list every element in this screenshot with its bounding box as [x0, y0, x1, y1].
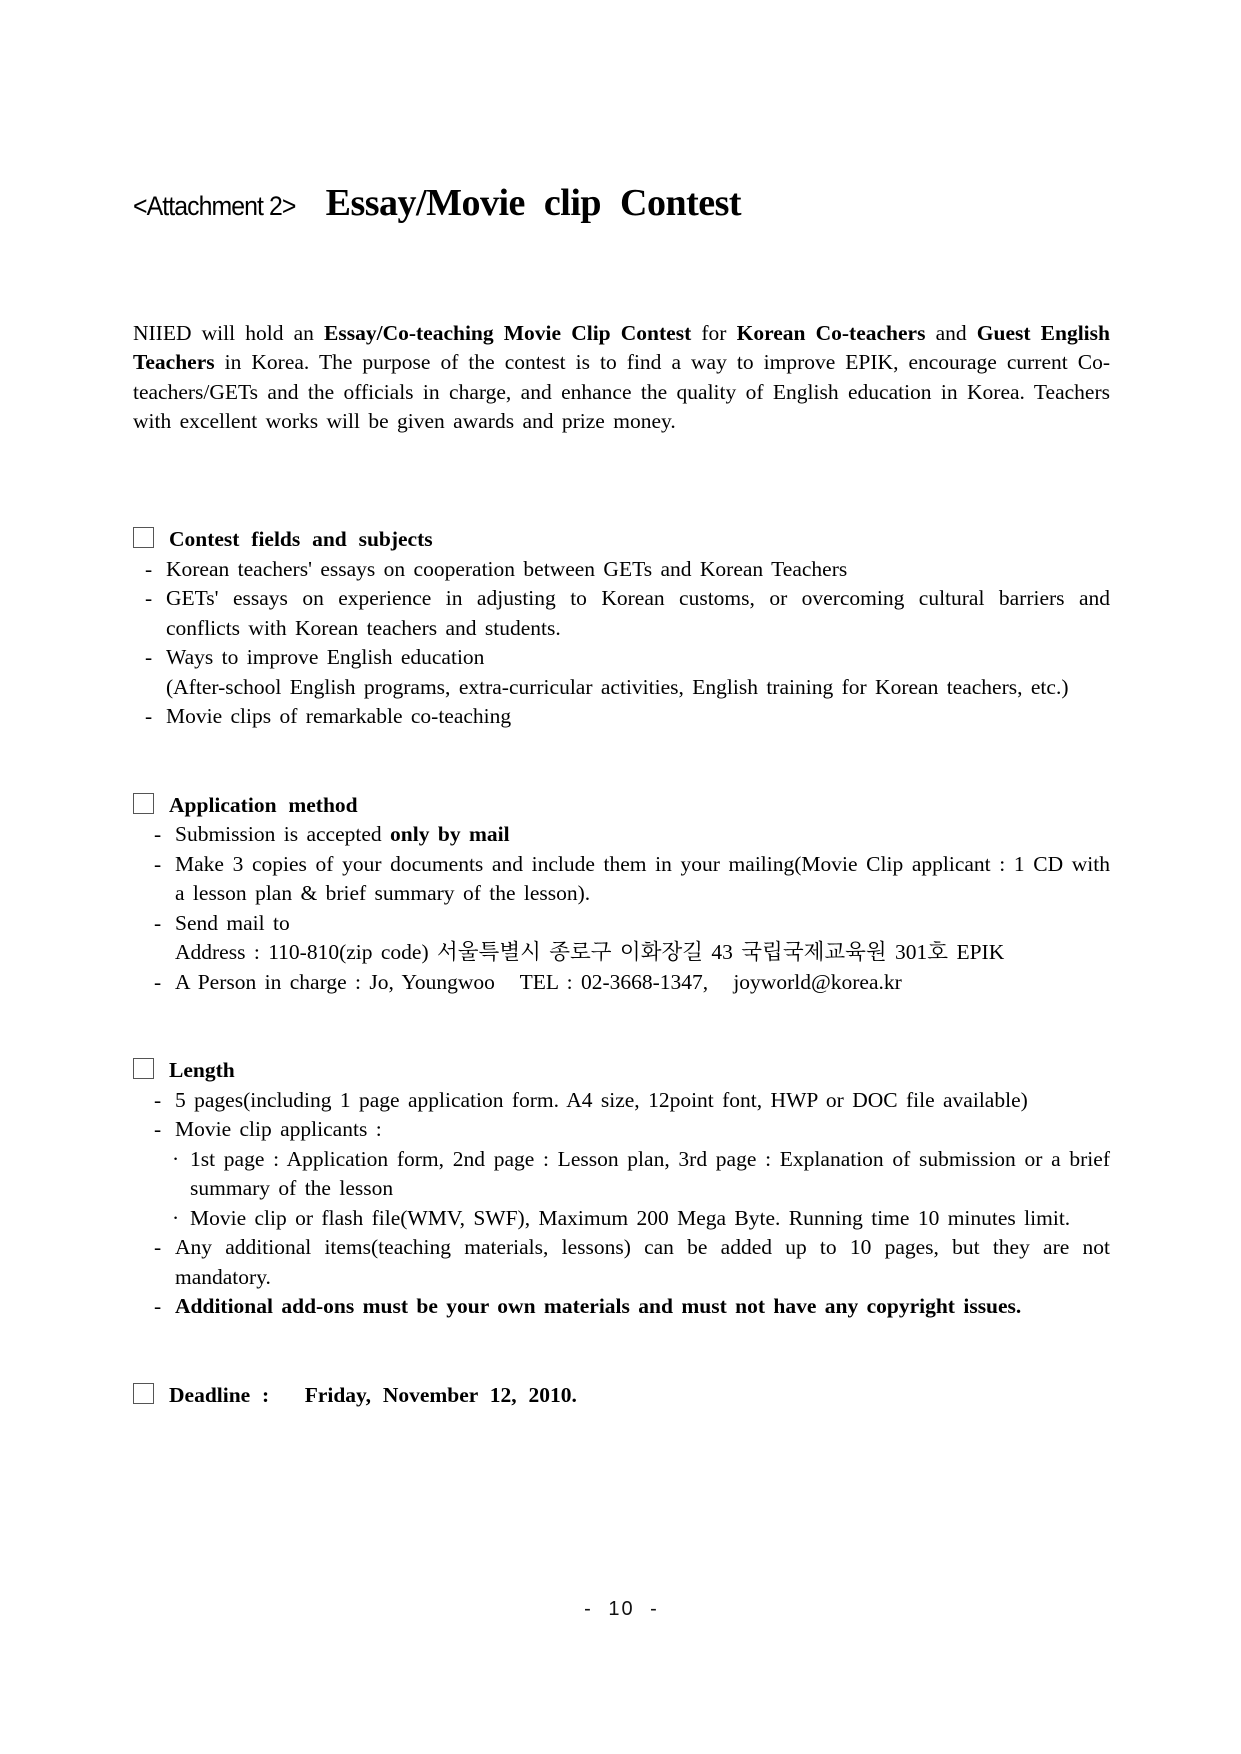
bullet-send-mail	[133, 909, 1110, 939]
text-run: Application method	[169, 792, 358, 817]
blank-line	[133, 1351, 1110, 1381]
bullet-submission	[133, 820, 1110, 850]
bullet-marker: -	[154, 1235, 162, 1259]
section-heading-contest-fields	[133, 525, 1110, 555]
subbullet-pages-breakdown	[133, 1145, 1110, 1204]
blank-line	[133, 1322, 1110, 1352]
text-run: Any additional items(teaching materials, lessons) can be added up to 10 pages, but they are not mandatory.	[175, 1235, 1110, 1289]
text-run: for	[691, 320, 737, 345]
blank-line	[133, 289, 1110, 319]
text-run: 5 pages(including 1 page application form. A4 size, 12point font, HWP or DOC file available)	[175, 1087, 1028, 1112]
text-run: Submission is accepted	[175, 822, 391, 846]
bullet-additional-items	[133, 1233, 1110, 1292]
text-run: Deadline :	[169, 1382, 270, 1407]
bullet-marker: -	[154, 1294, 162, 1318]
bullet-marker: -	[154, 969, 162, 994]
text-run: GETs' essays on experience in adjusting to Korean customs, or overcoming cultural barriers and conflicts with Korean teachers and students.	[166, 586, 1110, 640]
text-run: Movie clip or flash file(WMV, SWF), Maximum 200 Mega Byte. Running time 10 minutes limit.	[190, 1205, 1071, 1230]
bullet-gets-essays	[133, 584, 1110, 643]
text-run: A Person in charge : Jo, Youngwoo TEL : 02-3668-1347, joyworld@korea.kr	[175, 969, 902, 994]
blank-line	[133, 496, 1110, 526]
bullet-copyright	[133, 1292, 1110, 1322]
text-run: Guest English Teachers	[133, 320, 1110, 374]
bullet-marker: -	[154, 822, 162, 846]
text-run: Friday, November 12, 2010.	[269, 1382, 577, 1407]
address-line	[133, 938, 1110, 968]
text-run: only by mail	[390, 822, 510, 846]
subbullet-file-format	[133, 1204, 1110, 1234]
bullet-marker: -	[154, 851, 162, 876]
intro-paragraph	[133, 319, 1110, 437]
bullet-marker: -	[145, 645, 153, 669]
bullet-marker: ·	[172, 1146, 180, 1171]
bullet-make-copies	[133, 850, 1110, 909]
blank-line	[133, 997, 1110, 1027]
text-run: and	[925, 320, 977, 345]
bullet-marker: -	[154, 1087, 162, 1112]
blank-line	[133, 230, 1110, 260]
text-run: NIIED will hold an	[133, 320, 325, 345]
text-run: (After-school English programs, extra-curricular activities, English training for Korean teachers, etc.)	[166, 674, 1069, 699]
text-run: Contest fields and subjects	[169, 527, 433, 551]
text-run: Movie clips of remarkable co-teaching	[166, 704, 512, 728]
text-run: Movie clip applicants :	[175, 1117, 382, 1141]
checkbox-icon	[133, 1383, 154, 1404]
text-run: Send mail to	[175, 910, 290, 935]
bullet-marker: ·	[172, 1205, 180, 1230]
blank-line	[133, 260, 1110, 290]
section-heading-application-method	[133, 791, 1110, 821]
bullet-korean-teachers-essays	[133, 555, 1110, 585]
bullet-person-in-charge	[133, 968, 1110, 998]
text-run: Korean teachers' essays on cooperation between GETs and Korean Teachers	[166, 556, 848, 581]
bullet-marker: -	[154, 1117, 162, 1141]
page-number: - 10 -	[584, 1598, 659, 1620]
blank-line	[133, 437, 1110, 467]
text-run: Address : 110-810(zip code) 서울특별시 종로구 이화장길 43 국립국제교육원 301호 EPIK	[175, 940, 1005, 964]
section-heading-length	[133, 1056, 1110, 1086]
text-run: Make 3 copies of your documents and include them in your mailing(Movie Clip applicant : 1 CD with a lesson plan & brief summary of the lesson).	[175, 851, 1110, 905]
blank-line	[133, 761, 1110, 791]
text-run: 1st page : Application form, 2nd page : Lesson plan, 3rd page : Explanation of submission or a brief summary of the lesson	[190, 1146, 1110, 1200]
text-run: Essay/Co-teaching Movie Clip Contest	[324, 320, 692, 345]
text-run: Length	[169, 1058, 235, 1082]
document-content	[133, 176, 1110, 1410]
page-title: Essay/Movie clip Contest	[325, 182, 742, 224]
text-run: Korean Co-teachers	[736, 320, 926, 345]
blank-line	[133, 732, 1110, 762]
attachment-label: <Attachment 2>	[133, 191, 296, 221]
bullet-movie-clip-applicants	[133, 1115, 1110, 1145]
text-run: in Korea. The purpose of the contest is to find a way to improve EPIK, encourage current Co-teachers/GETs and the officials in charge, and enhance the quality of English education in Korea. Teachers with excellent works will be given awards and prize money.	[133, 350, 1110, 433]
bullet-marker: -	[145, 704, 153, 728]
document-body	[133, 230, 1110, 1410]
bullet-5-pages	[133, 1086, 1110, 1116]
section-heading-deadline	[133, 1381, 1110, 1411]
checkbox-icon	[133, 1058, 154, 1079]
checkbox-icon	[133, 793, 154, 814]
bullet-marker: -	[154, 910, 162, 935]
bullet-movie-clips	[133, 702, 1110, 732]
title-block	[133, 176, 1110, 230]
checkbox-icon	[133, 527, 154, 548]
text-run: Ways to improve English education	[166, 645, 485, 669]
text-run: Additional add-ons must be your own materials and must not have any copyright issues.	[175, 1294, 1022, 1318]
bullet-marker: -	[145, 556, 153, 581]
bullet-ways-to-improve	[133, 643, 1110, 702]
blank-line	[133, 466, 1110, 496]
bullet-marker: -	[145, 586, 153, 610]
blank-line	[133, 1027, 1110, 1057]
